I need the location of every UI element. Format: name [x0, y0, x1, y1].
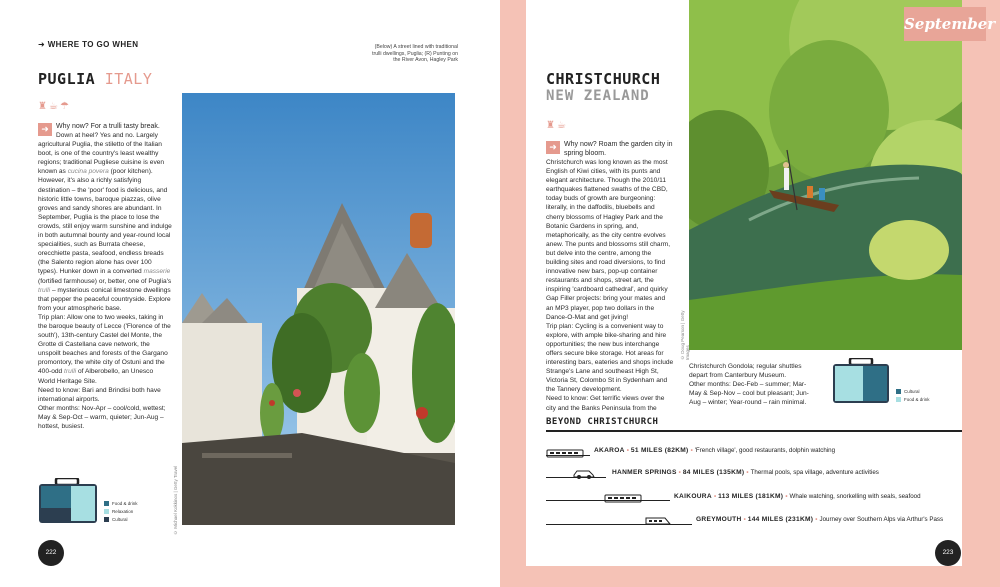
trulli-street-photo: [182, 93, 455, 525]
car-icon: [572, 466, 596, 477]
destination-country: NEW ZEALAND: [546, 88, 650, 104]
trip-plan: Trip plan: Allow one to two weeks, taking in the baroque beauty of Lecce ('Florence of the south'), 13th-century Castel del Monte, the Grotte di Castellana cave network, the unspoilt beaches and forests of the Gargano promontory, the white city of Ostuni and the 400-odd trulli of Alberobello, an Unesco World Heritage Site.: [38, 313, 171, 385]
culture-icon: ♜: [38, 101, 49, 112]
arrow-right-icon: ➜: [38, 123, 52, 136]
legend-swatch: [896, 397, 901, 402]
destination-title: CHRISTCHURCH: [546, 70, 661, 88]
page-number: 222: [38, 540, 64, 566]
route-line: [546, 477, 606, 478]
photo-credit: © Michael Kokkinos | Getty Travel: [173, 465, 178, 535]
relax-icon: ☂: [59, 101, 71, 112]
route-line: [546, 455, 590, 456]
photo-caption: (Below) A street lined with traditional trulli dwellings, Puglia; (R) Punting on the River Avon, Hagley Park: [372, 44, 458, 63]
destination-title: PUGLIA ITALY: [38, 70, 153, 88]
legend-swatch: [104, 509, 109, 514]
divider: [546, 430, 962, 432]
category-icons: [546, 120, 568, 131]
need-to-know: Need to know: Get terrific views over the city and the Banks Peninsula from the: [546, 395, 665, 412]
section-tag: ➜ WHERE TO GO WHEN: [38, 40, 139, 49]
culture-icon: ♜: [546, 120, 557, 131]
arrow-right-icon: ➜: [546, 141, 560, 154]
body-paragraph: Down at heel? Yes and no. Largely agricultural Puglia, the stiletto of the Italian boot, is one of the country's least wealthy regions; traditional Pugliese cuisine is even known as cucina povera (poor kitchen). However, it's also a richly satisfying destination – the 'poor' food is delicious, and historic little towns, baroque piazzas, olive groves and sandy shores are abundant. In September, Puglia is the place to lose the crowds, still enjoy warm sunshine and indulge in both autumnal bounty and year-round local specialities, such as Burrata cheese, orecchiette pasta, seafood, endless breads (the Salento region alone has over 100 types). Hunker down in a converted masserie (fortified farmhouse) or, better, one of Puglia's trulli – mysterious conical limestone dwellings that pepper the peaceful countryside. Explore from your atmospheric base.: [38, 132, 172, 312]
route-greymouth: GREYMOUTH • 144 MILES (231KM) • Journey over Southern Alps via Arthur's Pass: [696, 516, 944, 523]
category-legend: [896, 388, 930, 404]
suitcase-icon: [38, 478, 98, 524]
legend-swatch: [896, 389, 901, 394]
route-hanmer-springs: HANMER SPRINGS • 84 MILES (135KM) • Thermal pools, spa village, adventure activities: [612, 469, 879, 476]
other-months: Other months: Dec-Feb – summer; Mar-May & Sep-Nov – cool but pleasant; Jun-Aug – winter; Year-round – rain minimal.: [689, 381, 809, 407]
legend-item: Relaxation: [104, 508, 138, 516]
beyond-title: BEYOND CHRISTCHURCH: [546, 417, 659, 427]
legend-item: Cultural: [104, 516, 138, 524]
other-months: Other months: Nov-Apr – cool/cold, wettest; May & Sep-Oct – warm, quieter; Jun-Aug – hottest, busiest.: [38, 404, 166, 430]
trip-plan: Trip plan: Cycling is a convenient way to explore, with ample bike-sharing and hire opportunities; the new bus interchange offers secure bike storage. Hot areas for interesting bars, eateries and shops include Strange's Lane and southeast High St, Victoria St, Colombo St in Sydenham and the Tannery development.: [546, 322, 674, 394]
food-icon: ☕: [48, 101, 60, 112]
photo-caption-block: [689, 362, 817, 407]
legend-swatch: [104, 501, 109, 506]
lead-text: Why now? Roam the garden city in spring bloom.: [564, 141, 673, 157]
page-number: 223: [935, 540, 961, 566]
need-to-know: Need to know: Bari and Brindisi both have international airports.: [38, 386, 161, 403]
lead-text: Why now? For a trulli tasty break.: [56, 123, 160, 130]
photo-caption: Christchurch Gondola; regular shuttles depart from Canterbury Museum.: [689, 363, 802, 380]
punting-river-photo: [689, 0, 962, 350]
article-body: [38, 122, 172, 431]
legend-item: Food & drink: [104, 500, 138, 508]
route-line: [546, 524, 692, 525]
route-akaroa: AKAROA • 51 MILES (82KM) • 'French village', good restaurants, dolphin watching: [594, 447, 836, 454]
photo-credit: © Doug Pearson | Getty Images: [680, 310, 690, 360]
route-line: [546, 500, 670, 501]
food-icon: ☕: [556, 120, 568, 131]
body-paragraph: Christchurch was long known as the most English of Kiwi cities, with its punts and elegant architecture. Though the 2010/11 earthquakes flattened swaths of the CBD, today buds of growth are burgeoning: literally, in the daffodils, bluebells and cherry blossoms of Hagley Park and the Botanic Gardens in spring, and, metaphorically, as the city centre evolves anew. The punts and blossoms still charm, but delve into the centre, among the building sites and road diversions, to find innovative new bars, pop-up container restaurants and shops, street art, the inspiring 'cardboard cathedral', and quirky Gap Filler projects: bring your mates and an MP3 player, pop two dollars in the Dance-O-Mat and get jiving!: [546, 159, 671, 321]
category-legend: [104, 500, 138, 524]
month-tab: September: [904, 7, 986, 41]
category-icons: [38, 101, 71, 112]
arrow-right-icon: ➜: [38, 40, 46, 49]
route-kaikoura: KAIKOURA • 113 MILES (181KM) • Whale watching, snorkelling with seals, seafood: [674, 493, 921, 500]
legend-item: Food & drink: [896, 396, 930, 404]
article-body: [546, 140, 674, 413]
suitcase-icon: [832, 358, 890, 404]
legend-swatch: [104, 517, 109, 522]
legend-item: Cultural: [896, 388, 930, 396]
